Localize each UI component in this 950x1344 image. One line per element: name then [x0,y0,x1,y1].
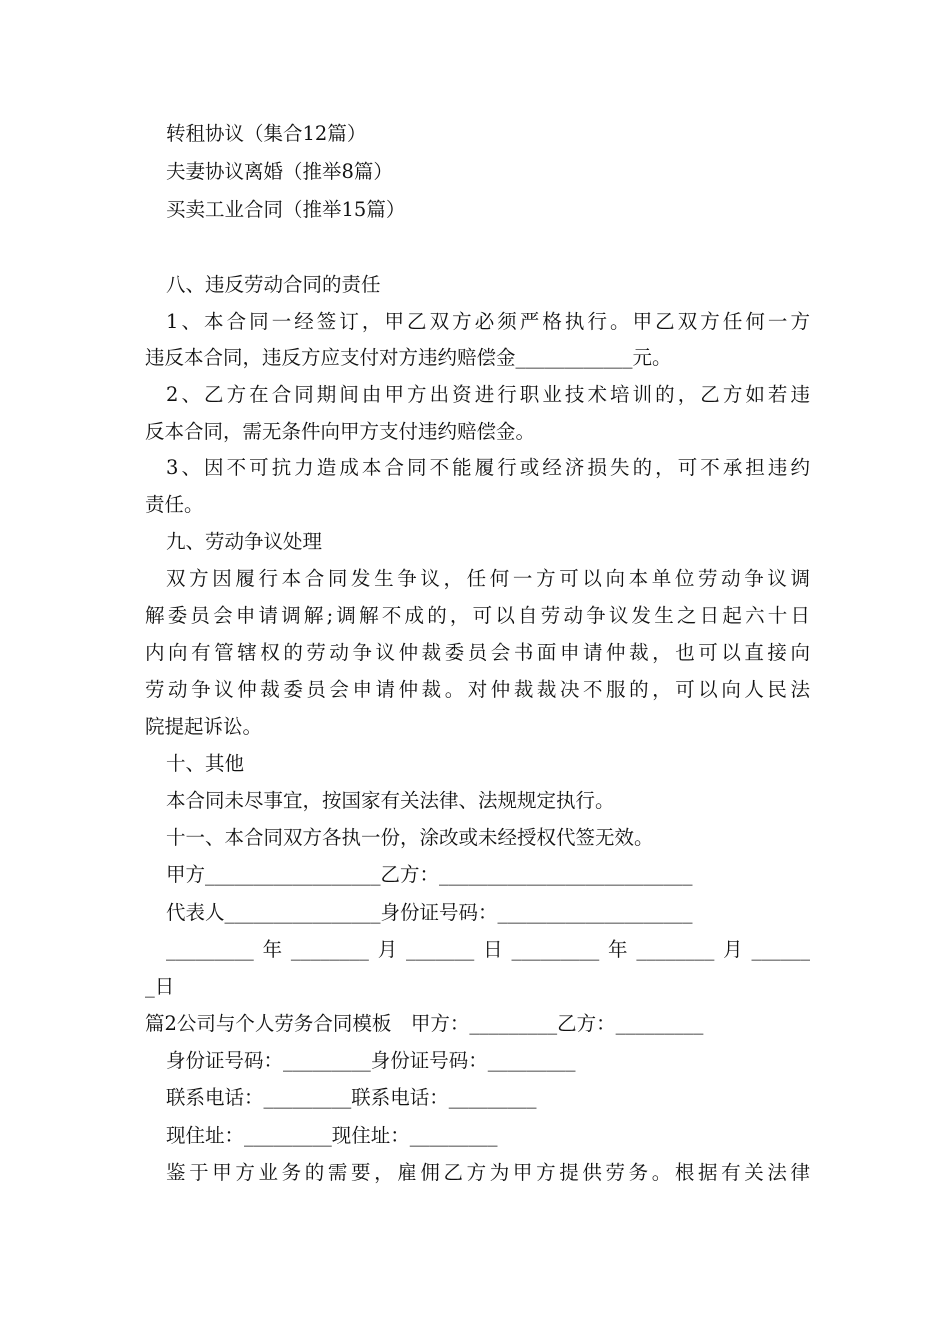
related-link[interactable]: 转租协议（集合12篇） [166,122,367,145]
signature-date-line: _________年________月_______日_________年________月______ [166,938,811,961]
paragraph-line: 内向有管辖权的劳动争议仲裁委员会书面申请仲裁，也可以直接向 [145,641,810,664]
paragraph-line: 解委员会申请调解;调解不成的，可以自劳动争议发生之日起六十日 [145,604,810,627]
signature-party-line: 甲方__________________乙方：__________________________ [166,863,693,886]
paragraph-line: 责任。 [145,493,204,516]
signature-representative-line: 代表人________________身份证号码：____________________ [166,901,693,924]
paragraph-line: 本合同未尽事宜，按国家有关法律、法规规定执行。 [166,789,615,812]
section-10-heading: 十、其他 [166,752,245,775]
part-2-header: 篇2公司与个人劳务合同模板 甲方：_________乙方：_________ [145,1012,704,1035]
related-link[interactable]: 买卖工业合同（推举15篇） [166,198,406,221]
paragraph-line: 2、乙方在合同期间由甲方出资进行职业技术培训的，乙方如若违 [166,383,810,406]
address-line: 现住址：_________现住址：_________ [166,1124,498,1147]
paragraph-line: 院提起诉讼。 [145,715,263,738]
paragraph-line: 鉴于甲方业务的需要，雇佣乙方为甲方提供劳务。根据有关法律 [166,1161,810,1184]
paragraph-line: 双方因履行本合同发生争议，任何一方可以向本单位劳动争议调 [166,567,810,590]
paragraph-line: 劳动争议仲裁委员会申请仲裁。对仲裁裁决不服的，可以向人民法 [145,678,810,701]
signature-date-line: _日 [145,975,175,998]
id-number-line: 身份证号码：_________身份证号码：_________ [166,1049,576,1072]
related-link[interactable]: 夫妻协议离婚（推举8篇） [166,160,393,183]
phone-line: 联系电话：_________联系电话：_________ [166,1086,537,1109]
section-9-heading: 九、劳动争议处理 [166,530,323,553]
section-11-text: 十一、本合同双方各执一份，涂改或未经授权代签无效。 [166,826,654,849]
paragraph-line: 违反本合同，违反方应支付对方违约赔偿金____________元。 [145,346,672,369]
paragraph-line: 3、因不可抗力造成本合同不能履行或经济损失的，可不承担违约 [166,456,810,479]
paragraph-line: 反本合同，需无条件向甲方支付违约赔偿金。 [145,420,536,443]
section-8-heading: 八、违反劳动合同的责任 [166,273,381,296]
paragraph-line: 1、本合同一经签订，甲乙双方必须严格执行。甲乙双方任何一方 [166,310,810,333]
